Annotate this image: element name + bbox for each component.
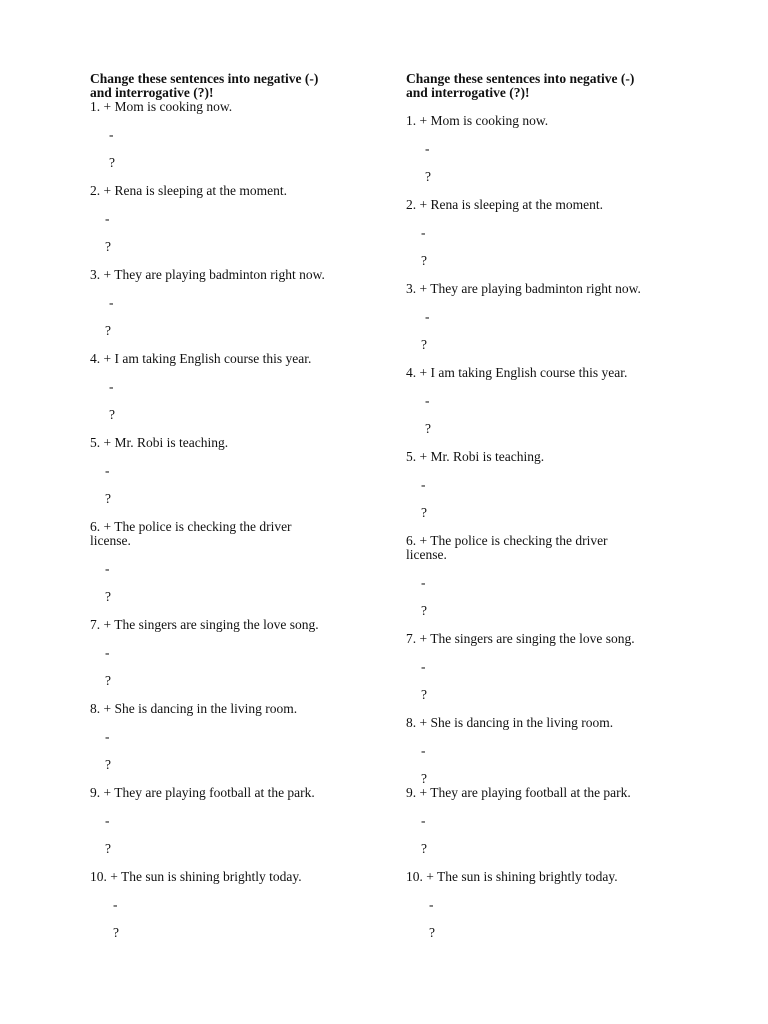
negative-mark: - [425,309,430,324]
question-3: 3. + They are playing badminton right now. [406,281,641,296]
question-mark: ? [421,505,427,520]
negative-mark: - [109,379,114,394]
negative-mark: - [421,477,426,492]
title-line-1: Change these sentences into negative (-) [90,71,319,86]
question-mark: ? [105,491,111,506]
title-line-2: and interrogative (?)! [406,85,530,100]
question-mark: ? [105,323,111,338]
negative-mark: - [429,897,434,912]
question-mark: ? [105,673,111,688]
question-8: 8. + She is dancing in the living room. [90,701,298,716]
question-5: 5. + Mr. Robi is teaching. [90,435,229,450]
question-mark: ? [429,925,435,940]
negative-mark: - [105,729,110,744]
negative-mark: - [113,897,118,912]
question-8: 8. + She is dancing in the living room. [406,715,614,730]
question-mark: ? [109,407,115,422]
negative-mark: - [425,393,430,408]
negative-mark: - [109,127,114,142]
question-3: 3. + They are playing badminton right now. [90,267,325,282]
question-mark: ? [109,155,115,170]
question-mark: ? [421,253,427,268]
question-9: 9. + They are playing football at the park. [90,785,315,800]
question-10: 10. + The sun is shining brightly today. [406,869,618,884]
question-7: 7. + The singers are singing the love song. [90,617,319,632]
question-mark: ? [105,589,111,604]
title-line-2: and interrogative (?)! [90,85,214,100]
question-mark: ? [421,841,427,856]
title-line-1: Change these sentences into negative (-) [406,71,635,86]
negative-mark: - [421,743,426,758]
negative-mark: - [105,561,110,576]
question-4: 4. + I am taking English course this year. [406,365,628,380]
question-mark: ? [425,421,431,436]
question-4: 4. + I am taking English course this year. [90,351,312,366]
question-2: 2. + Rena is sleeping at the moment. [90,183,287,198]
question-1: 1. + Mom is cooking now. [406,113,549,128]
negative-mark: - [105,211,110,226]
negative-mark: - [421,813,426,828]
negative-mark: - [421,659,426,674]
negative-mark: - [109,295,114,310]
negative-mark: - [105,463,110,478]
worksheet-title [406,72,634,100]
negative-mark: - [421,575,426,590]
question-mark: ? [113,925,119,940]
question-mark: ? [421,687,427,702]
question-1: 1. + Mom is cooking now. [90,99,233,114]
question-mark: ? [105,239,111,254]
question-mark: ? [421,337,427,352]
question-5: 5. + Mr. Robi is teaching. [406,449,545,464]
question-10: 10. + The sun is shining brightly today. [90,869,302,884]
question-6: 6. + The police is checking the driver license. [90,519,292,548]
question-mark: ? [105,757,111,772]
question-9: 9. + They are playing football at the park. [406,785,631,800]
question-mark: ? [421,771,427,786]
question-mark: ? [105,841,111,856]
question-mark: ? [421,603,427,618]
question-2: 2. + Rena is sleeping at the moment. [406,197,603,212]
worksheet-title [90,72,318,100]
question-7: 7. + The singers are singing the love song. [406,631,635,646]
negative-mark: - [105,645,110,660]
negative-mark: - [105,813,110,828]
question-6: 6. + The police is checking the driver license. [406,533,608,562]
negative-mark: - [425,141,430,156]
question-mark: ? [425,169,431,184]
negative-mark: - [421,225,426,240]
